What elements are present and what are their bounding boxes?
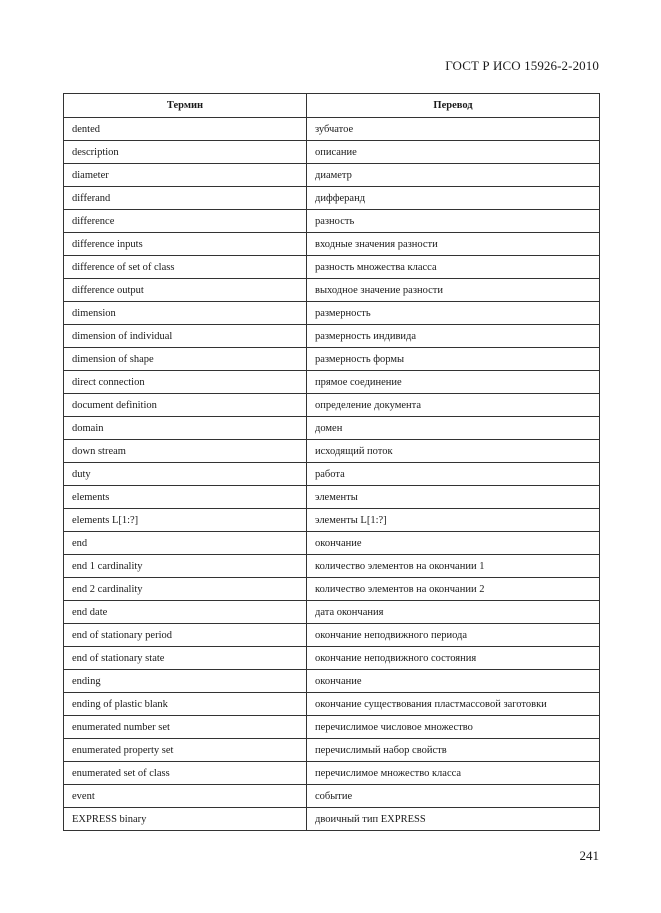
- translation-cell: элементы L[1:?]: [307, 509, 600, 532]
- table-row: [64, 716, 600, 739]
- table-row: [64, 509, 600, 532]
- term-cell: difference of set of class: [64, 256, 307, 279]
- term-cell: dimension of individual: [64, 325, 307, 348]
- table-row: [64, 647, 600, 670]
- term-cell: event: [64, 785, 307, 808]
- translation-cell: количество элементов на окончании 2: [307, 578, 600, 601]
- term-translation-table: [63, 93, 600, 831]
- translation-cell: количество элементов на окончании 1: [307, 555, 600, 578]
- table-row: [64, 302, 600, 325]
- term-cell: ending of plastic blank: [64, 693, 307, 716]
- term-cell: down stream: [64, 440, 307, 463]
- table-row: [64, 440, 600, 463]
- translation-cell: перечислимое числовое множество: [307, 716, 600, 739]
- table-row: [64, 532, 600, 555]
- term-cell: EXPRESS binary: [64, 808, 307, 831]
- term-cell: difference output: [64, 279, 307, 302]
- term-cell: direct connection: [64, 371, 307, 394]
- table-row: [64, 555, 600, 578]
- table-row: [64, 417, 600, 440]
- term-cell: dimension of shape: [64, 348, 307, 371]
- column-header-term: Термин: [64, 94, 307, 118]
- table-row: [64, 256, 600, 279]
- translation-cell: окончание неподвижного периода: [307, 624, 600, 647]
- term-cell: enumerated set of class: [64, 762, 307, 785]
- term-cell: difference inputs: [64, 233, 307, 256]
- translation-cell: размерность: [307, 302, 600, 325]
- term-cell: end of stationary period: [64, 624, 307, 647]
- translation-cell: выходное значение разности: [307, 279, 600, 302]
- translation-cell: работа: [307, 463, 600, 486]
- translation-cell: зубчатое: [307, 118, 600, 141]
- translation-cell: перечислимый набор свойств: [307, 739, 600, 762]
- translation-cell: разность: [307, 210, 600, 233]
- term-cell: enumerated property set: [64, 739, 307, 762]
- term-cell: dimension: [64, 302, 307, 325]
- table-row: [64, 486, 600, 509]
- table-row: [64, 762, 600, 785]
- translation-cell: двоичный тип EXPRESS: [307, 808, 600, 831]
- table-row: [64, 279, 600, 302]
- translation-cell: исходящий поток: [307, 440, 600, 463]
- translation-cell: определение документа: [307, 394, 600, 417]
- term-cell: differand: [64, 187, 307, 210]
- table-row: [64, 578, 600, 601]
- translation-cell: окончание существования пластмассовой заготовки: [307, 693, 600, 716]
- table-row: [64, 739, 600, 762]
- term-cell: domain: [64, 417, 307, 440]
- table-row: [64, 118, 600, 141]
- page-number: 241: [579, 848, 599, 863]
- term-cell: end 2 cardinality: [64, 578, 307, 601]
- translation-cell: перечислимое множество класса: [307, 762, 600, 785]
- translation-cell: размерность индивида: [307, 325, 600, 348]
- term-cell: enumerated number set: [64, 716, 307, 739]
- translation-cell: окончание: [307, 532, 600, 555]
- column-header-translation: Перевод: [307, 94, 600, 118]
- term-cell: end 1 cardinality: [64, 555, 307, 578]
- document-header: ГОСТ Р ИСО 15926-2-2010: [445, 58, 599, 73]
- table-row: [64, 348, 600, 371]
- table-row: [64, 164, 600, 187]
- term-cell: end of stationary state: [64, 647, 307, 670]
- term-cell: elements: [64, 486, 307, 509]
- term-cell: end: [64, 532, 307, 555]
- table-row: [64, 785, 600, 808]
- term-cell: document definition: [64, 394, 307, 417]
- term-cell: ending: [64, 670, 307, 693]
- term-cell: end date: [64, 601, 307, 624]
- translation-cell: окончание неподвижного состояния: [307, 647, 600, 670]
- translation-cell: размерность формы: [307, 348, 600, 371]
- translation-cell: окончание: [307, 670, 600, 693]
- translation-cell: дата окончания: [307, 601, 600, 624]
- translation-cell: элементы: [307, 486, 600, 509]
- translation-cell: описание: [307, 141, 600, 164]
- table-row: [64, 325, 600, 348]
- term-cell: elements L[1:?]: [64, 509, 307, 532]
- term-cell: diameter: [64, 164, 307, 187]
- translation-cell: входные значения разности: [307, 233, 600, 256]
- translation-cell: домен: [307, 417, 600, 440]
- table-row: [64, 463, 600, 486]
- table-row: [64, 394, 600, 417]
- translation-cell: событие: [307, 785, 600, 808]
- table-row: [64, 141, 600, 164]
- table-row: [64, 624, 600, 647]
- table-row: [64, 371, 600, 394]
- table-row: [64, 808, 600, 831]
- table-row: [64, 187, 600, 210]
- table-row: [64, 670, 600, 693]
- term-cell: difference: [64, 210, 307, 233]
- translation-cell: разность множества класса: [307, 256, 600, 279]
- table-row: [64, 233, 600, 256]
- term-cell: dented: [64, 118, 307, 141]
- translation-cell: прямое соединение: [307, 371, 600, 394]
- translation-cell: диаметр: [307, 164, 600, 187]
- table-row: [64, 693, 600, 716]
- table-body: [64, 118, 600, 831]
- term-cell: duty: [64, 463, 307, 486]
- term-cell: description: [64, 141, 307, 164]
- table-row: [64, 210, 600, 233]
- table-row: [64, 601, 600, 624]
- table-header-row: [64, 94, 600, 118]
- translation-cell: дифферанд: [307, 187, 600, 210]
